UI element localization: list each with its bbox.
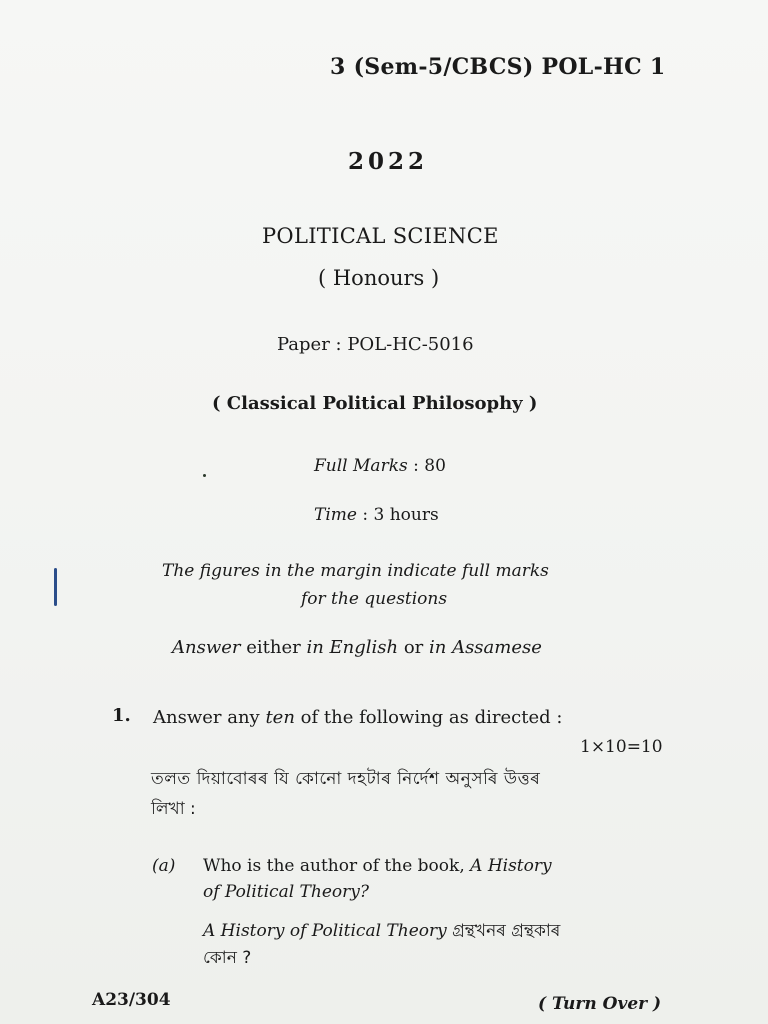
lang-prefix: Answer xyxy=(172,637,241,658)
time-value: : 3 hours xyxy=(356,505,439,525)
sub-question-label: (a) xyxy=(152,856,176,876)
q-text-prefix: Answer any xyxy=(153,707,266,728)
footer-code: A23/304 xyxy=(92,990,171,1010)
sub-question-line-1 xyxy=(203,856,552,876)
question-marks: 1×10=10 xyxy=(580,737,663,757)
margin-pen-mark xyxy=(54,568,57,606)
paper-code: 3 (Sem-5/CBCS) POL-HC 1 xyxy=(330,54,666,80)
paper-number: Paper : POL-HC-5016 xyxy=(277,334,474,355)
sub-as-italic: A History of Political Theory xyxy=(203,921,447,941)
turn-over-label: ( Turn Over ) xyxy=(538,994,662,1014)
sub-as-suffix: গ্ৰন্থখনৰ গ্ৰন্থকাৰ xyxy=(446,921,561,941)
subject-title: POLITICAL SCIENCE xyxy=(262,224,499,248)
ink-dot xyxy=(203,474,206,477)
lang-mid2: or xyxy=(398,637,429,658)
question-assamese-line-1: তলত দিয়াবোৰৰ যি কোনো দহটাৰ নির্দেশ অনুসৰি উত্তৰ xyxy=(151,769,541,789)
sub-q-italic: A History xyxy=(470,856,552,876)
lang-english: in English xyxy=(306,637,399,658)
full-marks xyxy=(314,456,446,476)
language-instruction xyxy=(172,637,542,658)
instruction-line-2: for the questions xyxy=(301,589,448,609)
question-text xyxy=(153,707,562,728)
bleed-through xyxy=(150,140,160,150)
exam-year: 2022 xyxy=(348,148,429,175)
question-number: 1. xyxy=(112,705,131,726)
q-text-italic: ten xyxy=(265,707,295,728)
sub-question-assamese-line-1 xyxy=(203,918,560,946)
full-marks-value: : 80 xyxy=(407,456,446,476)
instruction-line-1: The figures in the margin indicate full marks xyxy=(162,561,549,581)
lang-mid1: either xyxy=(240,637,307,658)
honours-label: ( Honours ) xyxy=(318,266,440,290)
time-label: Time xyxy=(314,505,357,525)
sub-question-line-2: of Political Theory? xyxy=(203,882,369,902)
q-text-suffix: of the following as directed : xyxy=(294,707,563,728)
question-assamese-line-2: লিখা : xyxy=(151,799,196,819)
paper-title: ( Classical Political Philosophy ) xyxy=(212,393,538,414)
sub-question-assamese-line-2: কোন ? xyxy=(203,948,252,968)
full-marks-label: Full Marks xyxy=(314,456,408,476)
time-allowed xyxy=(314,505,439,525)
sub-q-prefix: Who is the author of the book, xyxy=(203,856,471,876)
lang-assamese: in Assamese xyxy=(429,637,542,658)
